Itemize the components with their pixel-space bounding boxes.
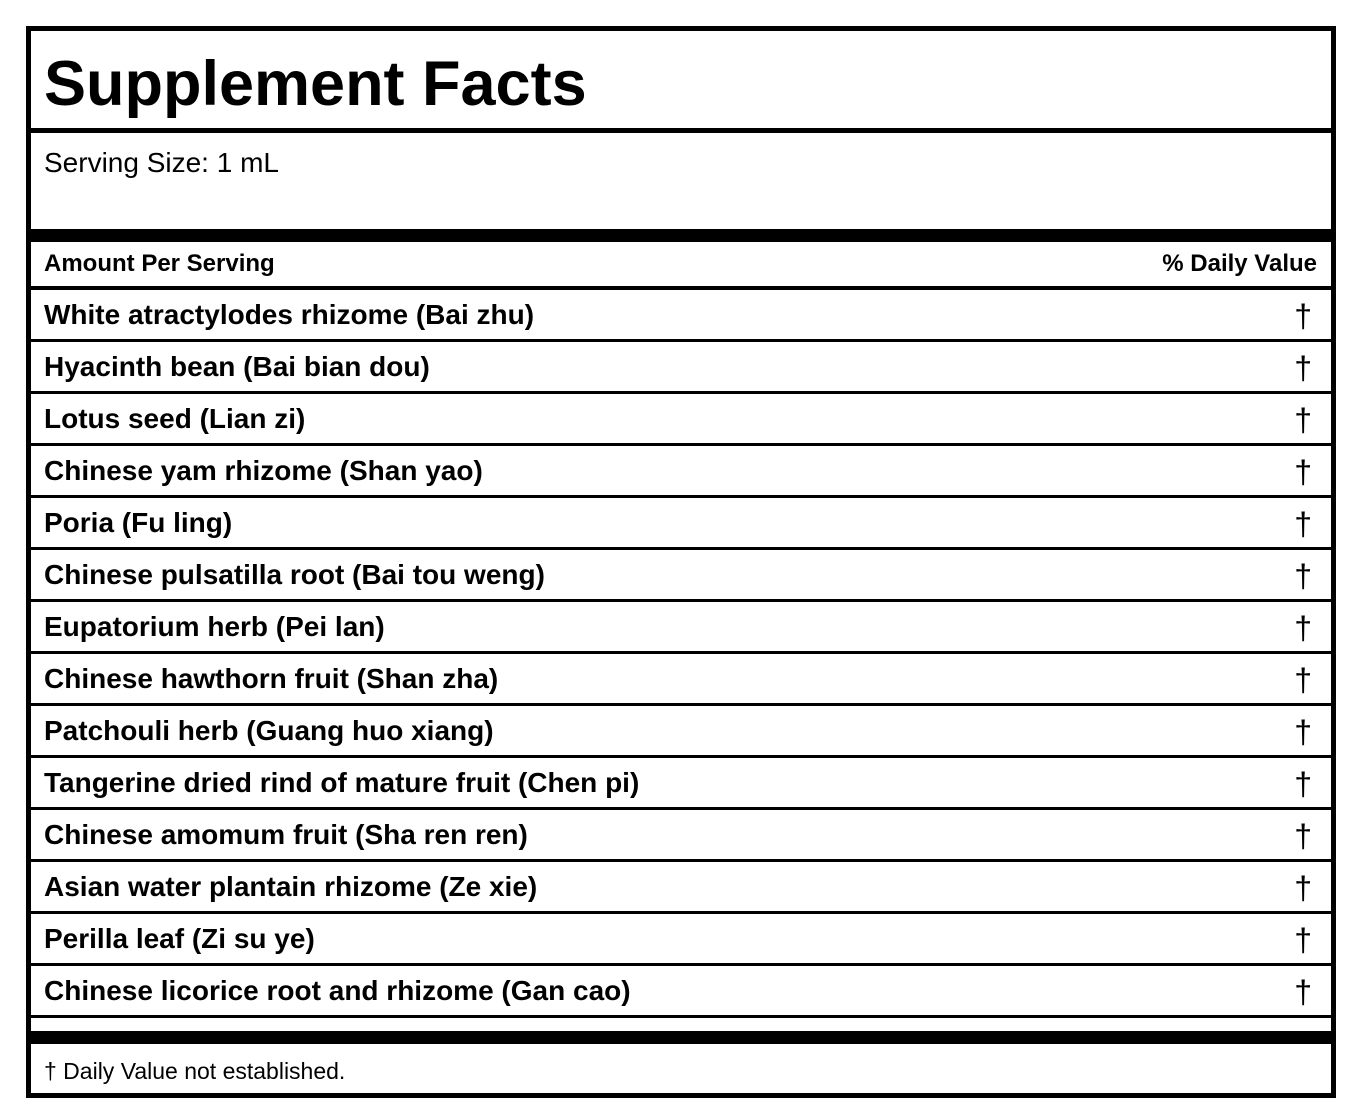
dagger-mark: †: [1294, 350, 1312, 386]
serving-size: Serving Size: 1 mL: [44, 147, 279, 178]
ingredient-name: Chinese yam rhizome (Shan yao): [44, 455, 483, 486]
ingredient-name: Perilla leaf (Zi su ye): [44, 923, 315, 954]
daily-value-footnote: † Daily Value not established.: [44, 1058, 346, 1084]
dagger-mark: †: [1294, 402, 1312, 438]
dagger-mark: †: [1294, 610, 1312, 646]
panel-title: Supplement Facts: [44, 49, 587, 119]
ingredient-row: [31, 342, 1331, 394]
ingredient-name: Hyacinth bean (Bai bian dou): [44, 351, 430, 382]
dagger-mark: †: [1294, 662, 1312, 698]
ingredient-row: [31, 550, 1331, 602]
dagger-mark: †: [1294, 558, 1312, 594]
ingredient-name: Chinese pulsatilla root (Bai tou weng): [44, 559, 545, 590]
ingredient-row: [31, 706, 1331, 758]
dagger-mark: †: [1294, 766, 1312, 802]
ingredient-row: [31, 290, 1331, 342]
thick-divider-top: [31, 229, 1331, 242]
title-divider: [31, 128, 1331, 133]
thick-divider-bottom: [31, 1031, 1331, 1044]
ingredient-name: Eupatorium herb (Pei lan): [44, 611, 385, 642]
ingredient-row: [31, 810, 1331, 862]
ingredient-name: Chinese licorice root and rhizome (Gan cao): [44, 975, 631, 1006]
ingredient-name: Patchouli herb (Guang huo xiang): [44, 715, 494, 746]
ingredient-row: [31, 758, 1331, 810]
dagger-mark: †: [1294, 506, 1312, 542]
dagger-mark: †: [1294, 870, 1312, 906]
dagger-mark: †: [1294, 922, 1312, 958]
dagger-mark: †: [1294, 714, 1312, 750]
ingredient-name: Chinese hawthorn fruit (Shan zha): [44, 663, 499, 694]
dagger-mark: †: [1294, 298, 1312, 334]
ingredient-name: White atractylodes rhizome (Bai zhu): [44, 299, 535, 330]
ingredient-row: [31, 654, 1331, 706]
ingredient-list: [31, 290, 1331, 1018]
amount-per-serving-header: Amount Per Serving: [44, 250, 275, 277]
ingredient-row: [31, 966, 1331, 1018]
daily-value-header: % Daily Value: [1162, 250, 1317, 277]
ingredient-name: Asian water plantain rhizome (Ze xie): [44, 871, 538, 902]
ingredient-name: Lotus seed (Lian zi): [44, 403, 306, 434]
ingredient-name: Chinese amomum fruit (Sha ren ren): [44, 819, 528, 850]
ingredient-row: [31, 914, 1331, 966]
ingredient-row: [31, 498, 1331, 550]
ingredient-row: [31, 862, 1331, 914]
ingredient-row: [31, 446, 1331, 498]
dagger-mark: †: [1294, 974, 1312, 1010]
ingredient-name: Poria (Fu ling): [44, 507, 233, 538]
ingredient-row: [31, 602, 1331, 654]
dagger-mark: †: [1294, 818, 1312, 854]
dagger-mark: †: [1294, 454, 1312, 490]
ingredient-name: Tangerine dried rind of mature fruit (Chen pi): [44, 767, 640, 798]
supplement-facts-panel: [26, 26, 1336, 1098]
ingredient-row: [31, 394, 1331, 446]
